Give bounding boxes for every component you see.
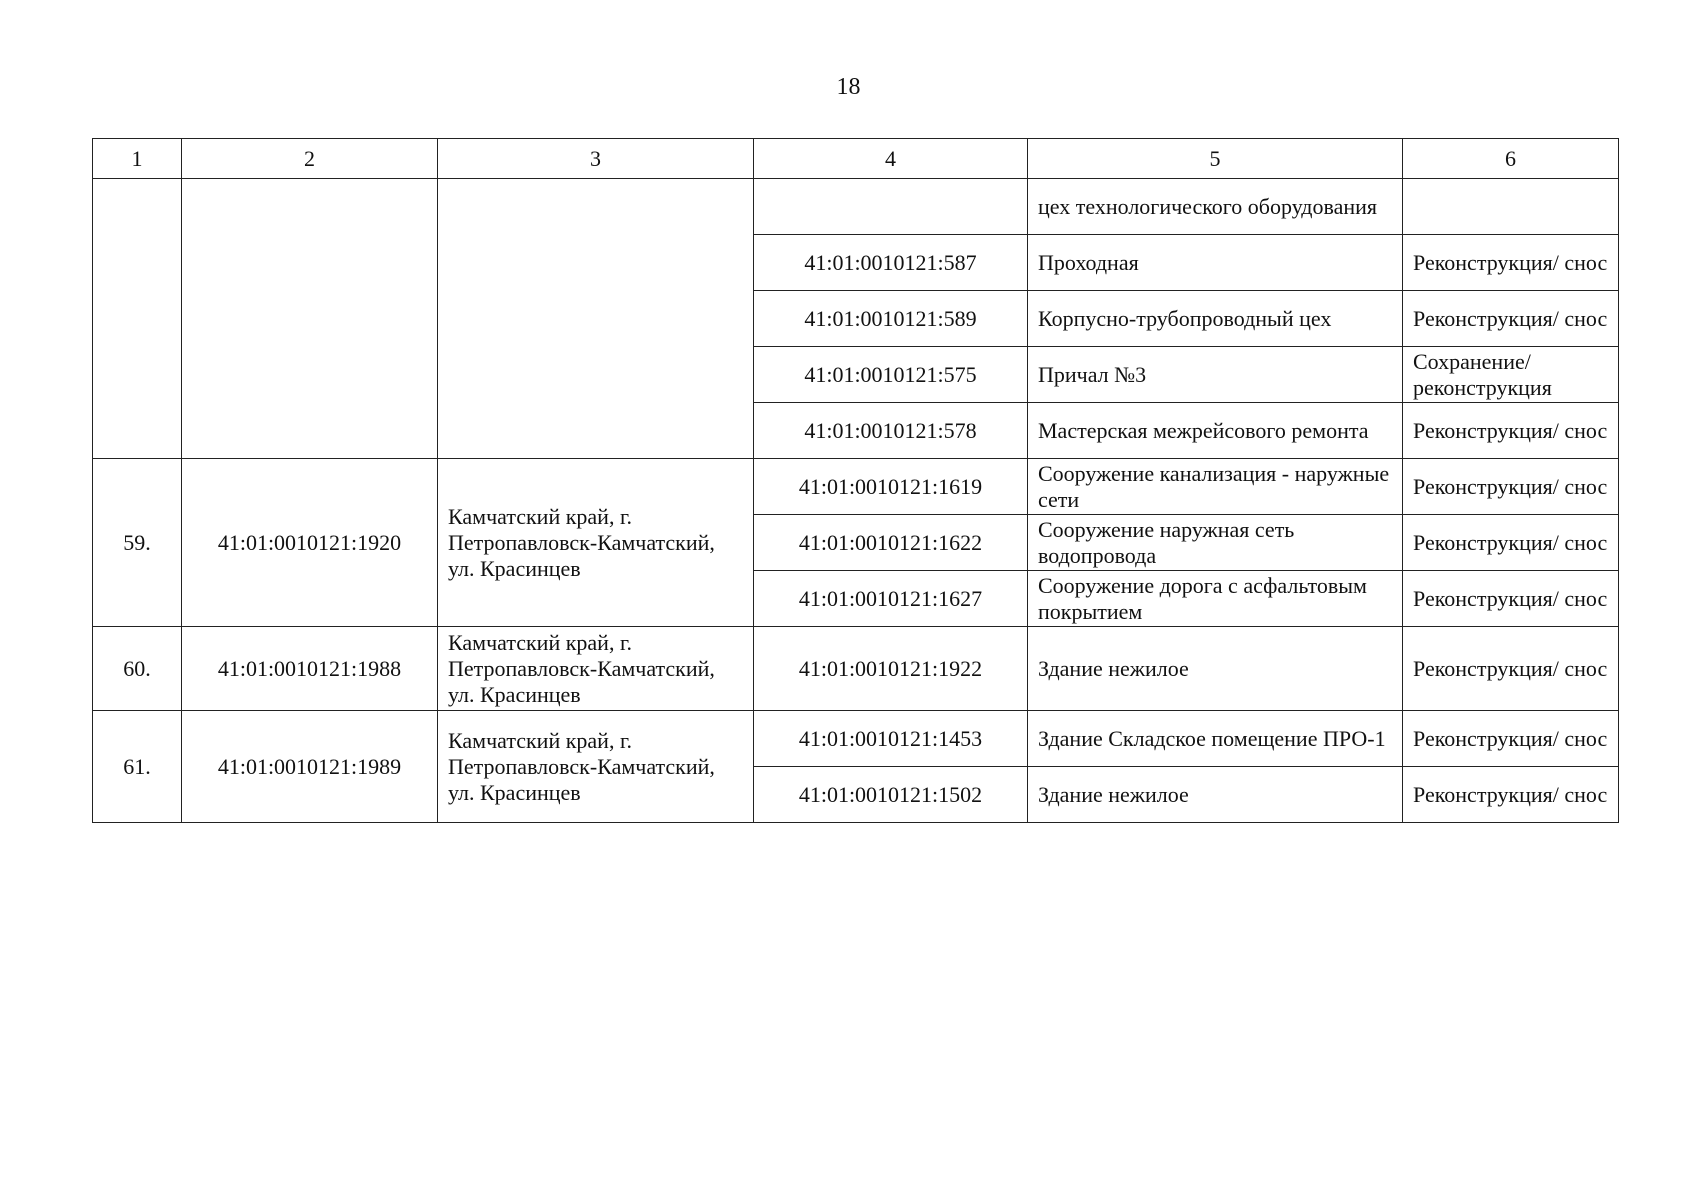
- row-number-cell: 61.: [93, 711, 182, 823]
- action-cell: Реконструкция/ снос: [1403, 515, 1619, 571]
- parcel-number-cell: [182, 179, 438, 459]
- object-name-cell: Проходная: [1028, 235, 1403, 291]
- object-number-cell: 41:01:0010121:1502: [754, 767, 1028, 823]
- object-name-cell: цех технологического оборудования: [1028, 179, 1403, 235]
- object-number-cell: 41:01:0010121:1627: [754, 571, 1028, 627]
- table-row: [93, 179, 1619, 235]
- object-number-cell: 41:01:0010121:578: [754, 403, 1028, 459]
- column-header: 5: [1028, 139, 1403, 179]
- action-cell: [1403, 179, 1619, 235]
- action-cell: Реконструкция/ снос: [1403, 459, 1619, 515]
- row-number-cell: 60.: [93, 627, 182, 711]
- address-cell: Камчатский край, г. Петропавловск-Камчатский, ул. Красинцев: [438, 627, 754, 711]
- column-header: 1: [93, 139, 182, 179]
- object-name-cell: Сооружение наружная сеть водопровода: [1028, 515, 1403, 571]
- parcel-number-cell: 41:01:0010121:1920: [182, 459, 438, 627]
- table-row: [93, 459, 1619, 515]
- object-number-cell: 41:01:0010121:1922: [754, 627, 1028, 711]
- action-cell: Реконструкция/ снос: [1403, 403, 1619, 459]
- address-cell: Камчатский край, г. Петропавловск-Камчатский, ул. Красинцев: [438, 711, 754, 823]
- object-name-cell: Причал №3: [1028, 347, 1403, 403]
- object-number-cell: [754, 179, 1028, 235]
- action-cell: Реконструкция/ снос: [1403, 235, 1619, 291]
- action-cell: Реконструкция/ снос: [1403, 571, 1619, 627]
- object-name-cell: Сооружение дорога с асфальтовым покрытием: [1028, 571, 1403, 627]
- action-cell: Реконструкция/ снос: [1403, 711, 1619, 767]
- column-header: 3: [438, 139, 754, 179]
- row-number-cell: [93, 179, 182, 459]
- page-number: 18: [836, 74, 861, 100]
- object-name-cell: Сооружение канализация - наружные сети: [1028, 459, 1403, 515]
- object-name-cell: Здание Складское помещение ПРО-1: [1028, 711, 1403, 767]
- action-cell: Сохранение/ реконструкция: [1403, 347, 1619, 403]
- address-cell: [438, 179, 754, 459]
- row-number-cell: 59.: [93, 459, 182, 627]
- table-row: [93, 711, 1619, 767]
- object-name-cell: Здание нежилое: [1028, 627, 1403, 711]
- table-header-row: [93, 139, 1619, 179]
- column-header: 6: [1403, 139, 1619, 179]
- object-name-cell: Мастерская межрейсового ремонта: [1028, 403, 1403, 459]
- object-name-cell: Здание нежилое: [1028, 767, 1403, 823]
- action-cell: Реконструкция/ снос: [1403, 767, 1619, 823]
- parcel-number-cell: 41:01:0010121:1989: [182, 711, 438, 823]
- registry-table: [92, 138, 1619, 823]
- address-cell: Камчатский край, г. Петропавловск-Камчатский, ул. Красинцев: [438, 459, 754, 627]
- action-cell: Реконструкция/ снос: [1403, 627, 1619, 711]
- object-number-cell: 41:01:0010121:587: [754, 235, 1028, 291]
- object-name-cell: Корпусно-трубопроводный цех: [1028, 291, 1403, 347]
- action-cell: Реконструкция/ снос: [1403, 291, 1619, 347]
- parcel-number-cell: 41:01:0010121:1988: [182, 627, 438, 711]
- column-header: 2: [182, 139, 438, 179]
- object-number-cell: 41:01:0010121:575: [754, 347, 1028, 403]
- object-number-cell: 41:01:0010121:1622: [754, 515, 1028, 571]
- object-number-cell: 41:01:0010121:1453: [754, 711, 1028, 767]
- column-header: 4: [754, 139, 1028, 179]
- table-row: [93, 627, 1619, 711]
- object-number-cell: 41:01:0010121:1619: [754, 459, 1028, 515]
- object-number-cell: 41:01:0010121:589: [754, 291, 1028, 347]
